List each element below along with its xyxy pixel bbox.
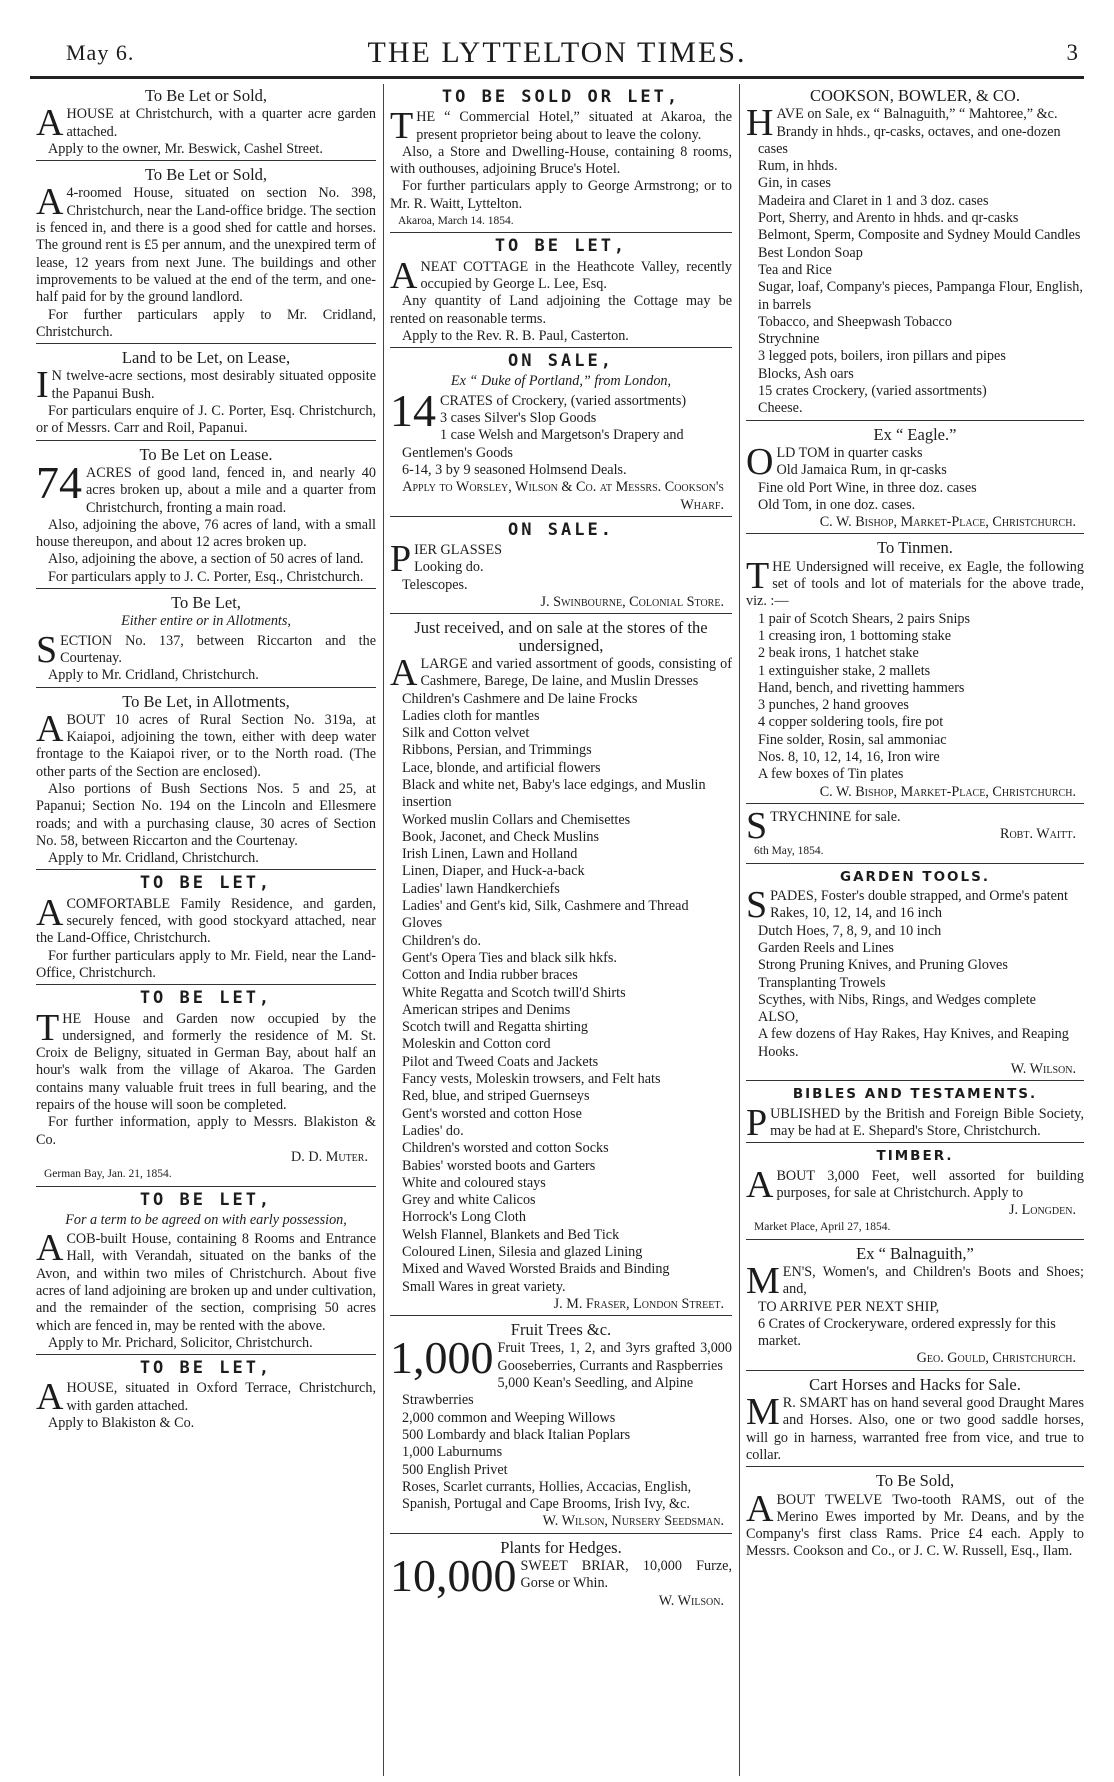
ad-paragraph: For further particulars apply to Mr. Cridland, Christchurch. [36, 306, 376, 340]
advertisement [36, 349, 376, 440]
ad-heading: To Be Let or Sold, [144, 165, 268, 185]
drop-cap: 14 [390, 384, 436, 436]
ad-body: PIER GLASSES [390, 538, 503, 581]
list-item: Rum, in hhds. [758, 158, 838, 175]
column-rule [739, 84, 740, 1776]
advertisement [390, 519, 732, 614]
list-item: Ladies' do. [402, 1122, 464, 1139]
ad-heading: To Be Let on Lease. [139, 444, 273, 464]
list-item: 15 crates Crockery, (varied assortments) [758, 383, 987, 400]
list-item: 1,000 Laburnums [402, 1444, 503, 1461]
ad-signature: Apply to Worsley, Wilson & Co. at Messrs. Cookson's Wharf. [402, 479, 724, 513]
list-item: 3 cases Silver's Slop Goods [440, 410, 597, 427]
list-item: Rakes, 10, 12, 14, and 16 inch [770, 905, 942, 922]
ad-heading: Ex “ Balnaguith,” [856, 1243, 974, 1263]
drop-cap: H [746, 102, 774, 145]
advertisement [36, 693, 376, 871]
drop-cap: S [36, 628, 58, 671]
advertisement [746, 804, 1084, 864]
list-item: White Regatta and Scotch twill'd Shirts [402, 984, 626, 1001]
ad-body: A COMFORTABLE Family Residence, and garden, securely fenced, with good stockyard attached, near the Land-Office, Christchurch. [36, 891, 376, 947]
list-item: Tea and Rice [758, 261, 832, 278]
ad-body: A NEAT COTTAGE in the Heathcote Valley, recently occupied by George L. Lee, Esq. [390, 254, 732, 297]
page-number: 3 [1066, 40, 1078, 65]
ad-body: SPADES, Foster's double strapped, and Orme's patent [746, 884, 1068, 927]
ad-body: THE Undersigned will receive, ex Eagle, the following set of tools and lot of materials for the above trade, viz. :— [746, 554, 1084, 610]
ad-heading: ON SALE. [508, 519, 614, 540]
ad-body: A HOUSE at Christchurch, with a quarter acre garden attached. [36, 102, 376, 145]
ad-heading: Cart Horses and Hacks for Sale. [809, 1374, 1021, 1394]
ad-body: THE “ Commercial Hotel,” situated at Akaroa, the present proprietor being about to leave the colony. [390, 105, 732, 148]
ad-body: THE House and Garden now occupied by the undersigned, and formerly the residence of M. St. Croix de Beligny, situated in German Bay, about half an hour's walk from the village of Akaroa. The Garden contains many valuable fruit trees in full bearing, and the repairs of the house will soon be completed. [36, 1006, 376, 1114]
drop-cap: A [390, 254, 418, 297]
list-item: Looking do. [414, 559, 484, 576]
ad-dateline: Akaroa, March 14. 1854. [398, 215, 514, 228]
list-item: Belmont, Sperm, Composite and Sydney Mould Candles [758, 227, 1081, 244]
advertisement [746, 1472, 1084, 1562]
advertisement [390, 619, 732, 1316]
ad-body: 10,000 SWEET BRIAR, 10,000 Furze, Gorse or Whin. [390, 1550, 732, 1602]
issue-date: May 6. [66, 40, 135, 65]
ad-heading: GARDEN TOOLS. [840, 868, 990, 885]
ad-heading: TO BE LET, [139, 988, 273, 1009]
column-rule [383, 84, 384, 1776]
ad-signature: J. Swinbourne, Colonial Store. [540, 594, 724, 611]
list-item: 4 copper soldering tools, fire pot [758, 714, 944, 731]
list-item: Gent's worsted and cotton Hose [402, 1105, 582, 1122]
drop-cap: O [746, 440, 774, 483]
list-item: Old Tom, in one doz. cases. [758, 496, 916, 513]
ad-dateline: 6th May, 1854. [754, 845, 824, 858]
list-item: Grey and white Calicos [402, 1192, 536, 1209]
list-item: Ladies' lawn Handkerchiefs [402, 880, 560, 897]
advertisement [36, 87, 376, 161]
drop-cap: 1,000 [390, 1332, 494, 1384]
drop-cap: 10,000 [390, 1550, 517, 1602]
ad-signature: Robt. Waitt. [999, 826, 1076, 843]
list-item: Black and white net, Baby's lace edgings, and Muslin insertion [402, 776, 706, 811]
list-item: Hand, bench, and rivetting hammers [758, 679, 965, 696]
drop-cap: A [746, 1487, 774, 1530]
list-item: 500 Lombardy and black Italian Poplars [402, 1426, 631, 1443]
drop-cap: A [36, 891, 64, 934]
list-item: Tobacco, and Sheepwash Tobacco [758, 313, 952, 330]
ad-paragraph: Apply to the Rev. R. B. Paul, Casterton. [402, 327, 629, 344]
ad-signature: W. Wilson, Nursery Seedsman. [542, 1513, 724, 1530]
ad-body: A 4-roomed House, situated on section No. 398, Christchurch, near the Land-office bridge. The section is fenced in, and there is a good shed for cattle and horses. The ground rent is £5 per annum, and the unexpired term of lease, 12 years from next June. The buildings and other improvements to be valued at the end of the term, and one-half paid for by the ground landlord. [36, 181, 376, 306]
advertisement [746, 1086, 1084, 1143]
advertisement [36, 594, 376, 687]
list-item: Gin, in cases [758, 175, 831, 192]
list-item: 1 creasing iron, 1 bottoming stake [758, 627, 952, 644]
ad-body: MEN'S, Women's, and Children's Boots and Shoes; and, [746, 1260, 1084, 1302]
ad-body: 74 ACRES of good land, fenced in, and nearly 40 acres broken up, about a mile and a quarter from Christchurch, fronting a main road. [36, 456, 376, 516]
list-item: Children's worsted and cotton Socks [402, 1140, 609, 1157]
list-item: Blocks, Ash oars [758, 365, 854, 382]
ad-signature: W. Wilson. [1010, 1061, 1076, 1078]
ad-signature: C. W. Bishop, Market-Place, Christchurch. [819, 783, 1076, 800]
list-item: Transplanting Trowels [758, 974, 886, 991]
list-item: Cheese. [758, 400, 803, 417]
advertisement [746, 1148, 1084, 1239]
ad-heading: To Be Sold, [875, 1471, 955, 1491]
drop-cap: S [746, 884, 768, 927]
ad-heading: Fruit Trees &c. [510, 1320, 612, 1340]
drop-cap: A [36, 1376, 64, 1419]
advertisement [36, 875, 376, 985]
list-item: 1 extinguisher stake, 2 mallets [758, 662, 931, 679]
drop-cap: M [746, 1260, 780, 1302]
advertisement [36, 1189, 376, 1356]
ad-body: OLD TOM in quarter casks [746, 440, 923, 483]
drop-cap: T [36, 1006, 60, 1049]
list-item: Sugar, loaf, Company's pieces, Pampanga Flour, English, in barrels [758, 279, 1083, 313]
ad-body: ABOUT 10 acres of Rural Section No. 319a, at Kaiapoi, adjoining the town, either with deep water frontage to the Kaiapoi river, or to the North road. (The other parts of the Section are enclosed). [36, 707, 376, 780]
ad-body: 14 CRATES of Crockery, (varied assortments) [390, 384, 687, 436]
ad-paragraph: For particulars apply to J. C. Porter, Esq., Christchurch. [48, 568, 364, 585]
list-item: Madeira and Claret in 1 and 3 doz. cases [758, 192, 989, 209]
list-item: Fancy vests, Moleskin trowsers, and Felt hats [402, 1071, 661, 1088]
list-item: 1 case Welsh and Margetson's Drapery and Gentlemen's Goods [402, 427, 684, 461]
list-item: Dutch Hoes, 7, 8, 9, and 10 inch [758, 922, 942, 939]
list-item: 3 punches, 2 hand grooves [758, 697, 909, 714]
list-item: Telescopes. [402, 576, 468, 593]
list-item: Ladies' and Gent's kid, Silk, Cashmere and Thread Gloves [402, 898, 689, 932]
list-item: 5,000 Kean's Seedling, and Alpine Strawberries [402, 1375, 694, 1409]
ad-body: PUBLISHED by the British and Foreign Bible Society, may be had at E. Shepard's Store, Christchurch. [746, 1101, 1084, 1144]
list-item: Ribbons, Persian, and Trimmings [402, 742, 592, 759]
list-item: Linen, Diaper, and Huck-a-back [402, 863, 585, 880]
advertisement [390, 353, 732, 517]
advertisement [746, 1245, 1084, 1371]
list-item: 2,000 common and Weeping Willows [402, 1409, 616, 1426]
list-item: 6 Crates of Crockeryware, ordered expressly for this market. [758, 1315, 1056, 1350]
list-item: 1 pair of Scotch Shears, 2 pairs Snips [758, 610, 970, 627]
drop-cap: S [746, 804, 768, 847]
ad-heading: COOKSON, BOWLER, & CO. [810, 86, 1020, 105]
drop-cap: A [36, 1227, 64, 1270]
list-item: Garden Reels and Lines [758, 939, 894, 956]
list-item: 2 beak irons, 1 hatchet stake [758, 645, 919, 662]
ad-subheading: Ex “ Duke of Portland,” from London, [450, 373, 672, 390]
ad-body: A HOUSE, situated in Oxford Terrace, Christchurch, with garden attached. [36, 1376, 376, 1419]
ad-heading: TO BE SOLD OR LET, [441, 87, 681, 107]
list-item: American stripes and Denims [402, 1001, 571, 1018]
list-item: Fine old Port Wine, in three doz. cases [758, 479, 977, 496]
ad-body: A COB-built House, containing 8 Rooms and Entrance Hall, with Verandah, situated on the banks of the Avon, and within two miles of Christchurch. About five acres of land adjoining are broken up and under cultivation, and the remainder of the section, comprising 50 acres which are fenced in, may be rented with the above. [36, 1227, 376, 1334]
list-item: Port, Sherry, and Arento in hhds. and qr-casks [758, 210, 1019, 227]
ad-paragraph: Apply to Mr. Prichard, Solicitor, Christchurch. [48, 1334, 313, 1351]
ad-body: M R. SMART has on hand several good Draught Mares and Horses. Also, one or two good saddle horses, will go in harness, warranted free from vice, and true to collar. [746, 1391, 1084, 1463]
list-item: White and coloured stays [402, 1174, 546, 1191]
list-item: Brandy in hhds., qr-casks, octaves, and one-dozen cases [758, 123, 1061, 157]
ad-subheading: Either entire or in Allotments, [121, 613, 291, 630]
list-item: Scythes, with Nibs, Rings, and Wedges complete [758, 991, 1036, 1008]
ad-heading: TIMBER. [876, 1148, 954, 1165]
advertisement [390, 89, 732, 233]
ad-paragraph: Also, a Store and Dwelling-House, containing 8 rooms, with outhouses, adjoining Bruce's Hotel. [390, 143, 732, 178]
list-item: Nos. 8, 10, 12, 14, 16, Iron wire [758, 748, 940, 765]
list-item: A few dozens of Hay Rakes, Hay Knives, and Reaping Hooks. [758, 1026, 1069, 1060]
ad-body: ABOUT 3,000 Feet, well assorted for building purposes, for sale at Christchurch. Apply to [746, 1163, 1084, 1206]
ad-body: A LARGE and varied assortment of goods, consisting of Cashmere, Barege, De laine, and Muslin Dresses [390, 651, 732, 694]
list-item: Cotton and India rubber braces [402, 967, 578, 984]
ad-signature: J. Longden. [1008, 1202, 1076, 1219]
ad-signature: Geo. Gould, Christchurch. [916, 1350, 1076, 1367]
advertisement [390, 1539, 732, 1612]
drop-cap: A [746, 1163, 774, 1206]
list-item: Fine solder, Rosin, sal ammoniac [758, 731, 947, 748]
list-item: Pilot and Tweed Coats and Jackets [402, 1053, 599, 1070]
ad-heading: TO BE LET, [139, 873, 273, 894]
drop-cap: 74 [36, 456, 82, 508]
list-item: 6-14, 3 by 9 seasoned Holmsend Deals. [402, 461, 627, 478]
list-item: Worked muslin Collars and Chemisettes [402, 811, 631, 828]
ad-signature: C. W. Bishop, Market-Place, Christchurch. [819, 514, 1076, 531]
list-item: Roses, Scarlet currants, Hollies, Accacias, English, Spanish, Portugal and Cape Brooms, Irish Ivy, &c. [402, 1478, 692, 1513]
list-item: Strong Pruning Knives, and Pruning Gloves [758, 957, 1008, 974]
ad-paragraph: For further particulars apply to George Armstrong; or to Mr. R. Waitt, Lyttelton. [390, 178, 732, 212]
ad-heading: Just received, and on sale at the stores of the undersigned, [414, 618, 708, 655]
ad-heading: TO BE LET, [139, 1358, 273, 1379]
ad-body: SECTION No. 137, between Riccarton and the Courtenay. [36, 628, 376, 671]
advertisement [36, 990, 376, 1186]
ad-paragraph: Apply to Blakiston & Co. [48, 1415, 195, 1432]
drop-cap: A [36, 181, 64, 224]
ad-heading: To Tinmen. [877, 538, 953, 558]
drop-cap: A [36, 102, 64, 145]
list-item: Welsh Flannel, Blankets and Bed Tick [402, 1226, 620, 1243]
ad-body: 1,000 Fruit Trees, 1, 2, and 3yrs grafted 3,000 Gooseberries, Currants and Raspberries [390, 1332, 732, 1384]
ad-signature: W. Wilson. [658, 1592, 724, 1609]
ad-paragraph: Apply to Mr. Cridland, Christchurch. [48, 667, 259, 684]
advertisement [390, 1321, 732, 1534]
drop-cap: M [746, 1391, 780, 1434]
ad-paragraph: For particulars enquire of J. C. Porter, Esq. Christchurch, or of Messrs. Carr and Roil, Papanui. [36, 403, 376, 437]
list-item: Best London Soap [758, 244, 863, 261]
ad-body: ABOUT TWELVE Two-tooth RAMS, out of the Merino Ewes imported by Mr. Deans, and by the Company's first class Rams. Price £4 each. Apply to Messrs. Cookson and Co., or J. C. W. Russell, Esq., Ilam. [746, 1487, 1084, 1560]
advertisement [746, 869, 1084, 1082]
list-item: Ladies cloth for mantles [402, 707, 540, 724]
list-item: Children's do. [402, 932, 482, 949]
ad-paragraph: Apply to Mr. Cridland, Christchurch. [48, 850, 259, 867]
list-item: Mixed and Waved Worsted Braids and Binding [402, 1261, 670, 1278]
list-item: 500 English Privet [402, 1461, 508, 1478]
ad-heading: TO BE LET, [494, 236, 628, 257]
advertisement [36, 166, 376, 344]
masthead-rule [30, 76, 1084, 79]
ad-heading: BIBLES AND TESTAMENTS. [792, 1086, 1038, 1103]
advertisement [746, 539, 1084, 803]
ad-signature: D. D. Muter. [291, 1148, 368, 1165]
drop-cap: P [390, 538, 412, 581]
list-item: A few boxes of Tin plates [758, 766, 904, 783]
list-item: Small Wares in great variety. [402, 1278, 566, 1295]
ad-paragraph: For further information, apply to Messrs. Blakiston & Co. [36, 1114, 376, 1148]
ad-dateline: German Bay, Jan. 21, 1854. [44, 1168, 172, 1181]
list-item: Irish Linen, Lawn and Holland [402, 846, 578, 863]
ad-subheading: For a term to be agreed on with early possession, [65, 1211, 347, 1228]
advertisement [746, 1376, 1084, 1467]
ad-body: HAVE on Sale, ex “ Balnaguith,” “ Mahtoree,” &c. [746, 102, 1058, 145]
drop-cap: I [36, 364, 49, 407]
drop-cap: A [36, 707, 64, 750]
ad-heading: ON SALE, [508, 351, 614, 372]
list-item: Babies' worsted boots and Garters [402, 1157, 596, 1174]
list-item: Scotch twill and Regatta shirting [402, 1019, 588, 1036]
list-item: TO ARRIVE PER NEXT SHIP, [758, 1298, 940, 1315]
ad-signature: J. M. Fraser, London Street. [553, 1295, 724, 1312]
ad-paragraph: Apply to the owner, Mr. Beswick, Cashel Street. [48, 140, 323, 157]
list-item: Coloured Linen, Silesia and glazed Lining [402, 1244, 643, 1260]
ad-dateline: Market Place, April 27, 1854. [754, 1221, 891, 1234]
ad-body: STRYCHNINE for sale. [746, 804, 901, 847]
ad-paragraph: For further particulars apply to Mr. Field, near the Land-Office, Christchurch. [36, 947, 376, 981]
ad-body: I N twelve-acre sections, most desirably situated opposite the Papanui Bush. [36, 364, 376, 407]
advertisement [746, 87, 1084, 421]
ad-paragraph: Also portions of Bush Sections Nos. 5 and 25, at Papanui; Section No. 194 on the Lincoln and Ellesmere roads; and with a purchasing clause, 30 acres of Section No. 58, between Riccarton and the Courtenay. [36, 780, 376, 849]
list-item: 3 legged pots, boilers, iron pillars and pipes [758, 348, 1006, 365]
column-1 [36, 86, 376, 1776]
drop-cap: A [390, 651, 418, 694]
list-item: ALSO, [758, 1009, 799, 1026]
newspaper-title: THE LYTTELTON TIMES. [367, 36, 747, 69]
list-item: Old Jamaica Rum, in qr-casks [776, 462, 947, 479]
drop-cap: P [746, 1101, 768, 1144]
list-item: Horrock's Long Cloth [402, 1209, 526, 1226]
ad-heading: To Be Let, in Allotments, [122, 691, 290, 711]
ad-heading: To Be Let or Sold, [144, 86, 268, 105]
ad-heading: To Be Let, [171, 593, 241, 613]
ad-paragraph: Any quantity of Land adjoining the Cottage may be rented on reasonable terms. [390, 293, 732, 327]
advertisement [746, 426, 1084, 535]
ad-heading: Plants for Hedges. [500, 1537, 622, 1557]
drop-cap: T [746, 554, 770, 597]
list-item: Book, Jaconet, and Check Muslins [402, 828, 600, 845]
drop-cap: T [390, 105, 414, 148]
ad-heading: Land to be Let, on Lease, [121, 348, 291, 368]
ad-heading: TO BE LET, [139, 1189, 273, 1210]
column-3 [746, 86, 1084, 1776]
list-item: Gent's Opera Ties and black silk hkfs. [402, 949, 617, 966]
advertisement [36, 446, 376, 589]
list-item: Moleskin and Cotton cord [402, 1036, 551, 1053]
masthead [30, 36, 1084, 76]
ad-paragraph: Also, adjoining the above, 76 acres of land, with a small house thereupon, and about 12 acres broken up. [36, 516, 376, 551]
advertisement [390, 238, 732, 348]
ad-paragraph: Also, adjoining the above, a section of 50 acres of land. [48, 551, 364, 568]
list-item: Red, blue, and striped Guernseys [402, 1088, 590, 1105]
column-2 [390, 86, 732, 1776]
list-item: Lace, blonde, and artificial flowers [402, 759, 601, 776]
list-item: Silk and Cotton velvet [402, 725, 530, 742]
advertisement [36, 1360, 376, 1434]
ad-heading: Ex “ Eagle.” [873, 424, 957, 444]
list-item: Children's Cashmere and De laine Frocks [402, 690, 638, 707]
list-item: Strychnine [758, 331, 820, 348]
